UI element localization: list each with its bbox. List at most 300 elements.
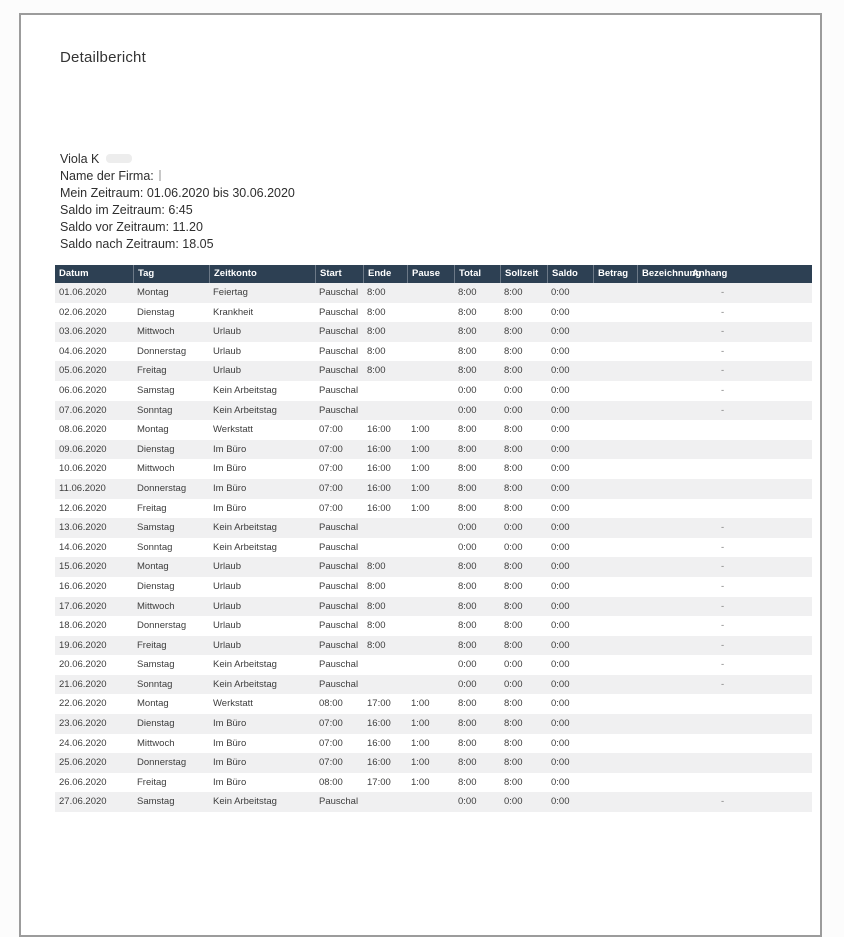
cell-total: 8:00 <box>458 306 477 318</box>
cell-zeitkonto: Im Büro <box>213 502 247 514</box>
cell-sollzeit: 0:00 <box>504 541 523 553</box>
cell-tag: Samstag <box>137 522 175 534</box>
cell-start: Pauschal <box>319 659 359 671</box>
table-row <box>55 361 812 381</box>
cell-saldo: 0:00 <box>551 580 570 592</box>
cell-bezeichnung <box>637 361 699 381</box>
cell-start: Pauschal <box>319 326 359 338</box>
cell-anhang: - <box>721 620 725 632</box>
table-header-row <box>55 265 812 283</box>
cell-start: 07:00 <box>319 737 343 749</box>
cell-start: 07:00 <box>319 757 343 769</box>
cell-ende: 16:00 <box>367 718 391 730</box>
cell-ende: 16:00 <box>367 443 391 455</box>
column-header-ende: Ende <box>363 265 407 283</box>
cell-datum: 10.06.2020 <box>59 463 107 475</box>
cell-sollzeit: 0:00 <box>504 796 523 808</box>
cell-anhang: - <box>721 639 725 651</box>
cell-datum: 18.06.2020 <box>59 620 107 632</box>
cell-pause <box>407 283 454 303</box>
cell-saldo: 0:00 <box>551 463 570 475</box>
cell-ende: 16:00 <box>367 424 391 436</box>
column-header-saldo: Saldo <box>547 265 593 283</box>
cell-sollzeit: 8:00 <box>504 757 523 769</box>
cell-tag: Montag <box>137 698 169 710</box>
cell-sollzeit: 8:00 <box>504 287 523 298</box>
cell-saldo: 0:00 <box>551 659 570 671</box>
table-row <box>55 538 812 558</box>
table-row <box>55 636 812 656</box>
cell-betrag <box>593 459 637 479</box>
cell-zeitkonto: Im Büro <box>213 737 247 749</box>
table-row <box>55 381 812 401</box>
cell-zeitkonto: Urlaub <box>213 326 241 338</box>
report-info-block <box>60 151 295 253</box>
cell-tag: Donnerstag <box>137 620 187 632</box>
cell-bezeichnung <box>637 714 699 734</box>
table-row <box>55 655 812 675</box>
cell-betrag <box>593 440 637 460</box>
cell-bezeichnung <box>637 459 699 479</box>
cell-total: 8:00 <box>458 443 477 455</box>
cell-sollzeit: 8:00 <box>504 502 523 514</box>
cell-saldo: 0:00 <box>551 698 570 710</box>
cell-bezeichnung <box>637 342 699 362</box>
cell-bezeichnung <box>637 773 699 793</box>
cell-start: Pauschal <box>319 404 359 416</box>
table-row <box>55 322 812 342</box>
cell-betrag <box>593 283 637 303</box>
cell-start: Pauschal <box>319 600 359 612</box>
cell-bezeichnung <box>637 792 699 812</box>
cell-total: 8:00 <box>458 698 477 710</box>
cell-pause <box>407 401 454 421</box>
cell-zeitkonto: Kein Arbeitstag <box>213 678 277 690</box>
cell-sollzeit: 0:00 <box>504 678 523 690</box>
cell-saldo: 0:00 <box>551 522 570 534</box>
cell-anhang <box>699 479 812 499</box>
table-row <box>55 773 812 793</box>
cell-ende: 8:00 <box>367 365 386 377</box>
cell-pause <box>407 597 454 617</box>
cell-bezeichnung <box>637 381 699 401</box>
cell-zeitkonto: Im Büro <box>213 718 247 730</box>
cell-ende <box>363 381 407 401</box>
cell-sollzeit: 8:00 <box>504 306 523 318</box>
cell-datum: 11.06.2020 <box>59 482 106 494</box>
cell-betrag <box>593 616 637 636</box>
cell-total: 8:00 <box>458 620 477 632</box>
cell-zeitkonto: Im Büro <box>213 776 247 788</box>
cell-sollzeit: 8:00 <box>504 698 523 710</box>
info-balance-in-period: Saldo im Zeitraum: 6:45 <box>60 203 193 217</box>
cell-total: 0:00 <box>458 404 477 416</box>
cell-betrag <box>593 322 637 342</box>
cell-tag: Sonntag <box>137 541 173 553</box>
cell-saldo: 0:00 <box>551 600 570 612</box>
cell-zeitkonto: Krankheit <box>213 306 254 318</box>
cell-datum: 05.06.2020 <box>59 365 107 377</box>
cell-anhang: - <box>721 404 725 416</box>
column-header-start: Start <box>315 265 363 283</box>
cell-pause <box>407 616 454 636</box>
cell-anhang <box>699 714 812 734</box>
cell-sollzeit: 0:00 <box>504 384 523 396</box>
cell-pause: 1:00 <box>411 424 430 436</box>
cell-pause <box>407 538 454 558</box>
cell-saldo: 0:00 <box>551 384 570 396</box>
report-page-inner <box>21 15 820 935</box>
cell-pause <box>407 342 454 362</box>
cell-start: 08:00 <box>319 698 343 710</box>
table-row <box>55 597 812 617</box>
cell-ende <box>363 792 407 812</box>
info-person-name: Viola K <box>60 151 295 168</box>
cell-betrag <box>593 792 637 812</box>
cell-start: 07:00 <box>319 424 343 436</box>
cell-datum: 23.06.2020 <box>59 718 107 730</box>
cell-zeitkonto: Kein Arbeitstag <box>213 796 277 808</box>
cell-total: 0:00 <box>458 678 477 690</box>
cell-pause: 1:00 <box>411 443 430 455</box>
cell-tag: Mittwoch <box>137 737 175 749</box>
cell-start: Pauschal <box>319 287 359 298</box>
cell-anhang <box>699 440 812 460</box>
cell-datum: 17.06.2020 <box>59 600 107 612</box>
cell-datum: 03.06.2020 <box>59 326 107 338</box>
cell-saldo: 0:00 <box>551 287 570 298</box>
cell-datum: 19.06.2020 <box>59 639 107 651</box>
cell-tag: Dienstag <box>137 718 175 730</box>
cell-ende <box>363 518 407 538</box>
cell-zeitkonto: Im Büro <box>213 482 247 494</box>
cell-start: Pauschal <box>319 678 359 690</box>
cell-tag: Samstag <box>137 659 175 671</box>
cell-sollzeit: 8:00 <box>504 639 523 651</box>
cell-total: 0:00 <box>458 541 477 553</box>
cell-tag: Mittwoch <box>137 326 175 338</box>
cell-bezeichnung <box>637 401 699 421</box>
info-balance-after-period: Saldo nach Zeitraum: 18.05 <box>60 237 214 251</box>
cell-datum: 09.06.2020 <box>59 443 107 455</box>
cell-zeitkonto: Urlaub <box>213 580 241 592</box>
cell-start: 08:00 <box>319 776 343 788</box>
cell-ende: 17:00 <box>367 776 391 788</box>
cell-sollzeit: 8:00 <box>504 326 523 338</box>
cell-sollzeit: 8:00 <box>504 424 523 436</box>
cell-zeitkonto: Kein Arbeitstag <box>213 384 277 396</box>
cell-betrag <box>593 303 637 323</box>
table-row <box>55 714 812 734</box>
cell-total: 8:00 <box>458 561 477 573</box>
cell-betrag <box>593 342 637 362</box>
cell-total: 8:00 <box>458 502 477 514</box>
cell-anhang: - <box>721 659 725 671</box>
cell-tag: Donnerstag <box>137 757 187 769</box>
cell-start: 07:00 <box>319 463 343 475</box>
cell-tag: Montag <box>137 424 169 436</box>
cell-zeitkonto: Im Büro <box>213 757 247 769</box>
cell-start: Pauschal <box>319 639 359 651</box>
cell-ende: 8:00 <box>367 620 386 632</box>
cell-anhang: - <box>721 600 725 612</box>
cell-zeitkonto: Urlaub <box>213 639 241 651</box>
table-row <box>55 694 812 714</box>
cell-saldo: 0:00 <box>551 541 570 553</box>
cell-betrag <box>593 773 637 793</box>
cell-zeitkonto: Werkstatt <box>213 424 253 436</box>
cell-tag: Freitag <box>137 639 167 651</box>
cell-total: 8:00 <box>458 600 477 612</box>
cell-datum: 02.06.2020 <box>59 306 107 318</box>
column-header-anhang: Anhang <box>692 268 728 279</box>
cell-betrag <box>593 518 637 538</box>
table-row <box>55 616 812 636</box>
info-company-label: Name der Firma: <box>60 168 295 185</box>
cell-anhang <box>699 773 812 793</box>
cell-start: Pauschal <box>319 796 359 808</box>
cell-sollzeit: 8:00 <box>504 718 523 730</box>
cell-total: 8:00 <box>458 365 477 377</box>
cell-total: 8:00 <box>458 287 477 298</box>
cell-pause <box>407 303 454 323</box>
cell-saldo: 0:00 <box>551 443 570 455</box>
cell-total: 8:00 <box>458 776 477 788</box>
cell-betrag <box>593 538 637 558</box>
cell-anhang: - <box>721 580 725 592</box>
column-header-betrag: Betrag <box>593 265 637 283</box>
cell-total: 8:00 <box>458 482 477 494</box>
cell-pause: 1:00 <box>411 502 430 514</box>
cell-datum: 15.06.2020 <box>59 561 107 573</box>
cell-bezeichnung <box>637 538 699 558</box>
cell-tag: Donnerstag <box>137 482 187 494</box>
cell-sollzeit: 8:00 <box>504 580 523 592</box>
cell-anhang <box>699 694 812 714</box>
cell-pause: 1:00 <box>411 482 430 494</box>
time-report-table <box>55 265 812 812</box>
cell-datum: 16.06.2020 <box>59 580 107 592</box>
cell-bezeichnung <box>637 518 699 538</box>
cell-sollzeit: 0:00 <box>504 522 523 534</box>
table-row <box>55 440 812 460</box>
cell-saldo: 0:00 <box>551 306 570 318</box>
cell-anhang: - <box>721 678 725 690</box>
cell-ende: 16:00 <box>367 757 391 769</box>
table-row <box>55 675 812 695</box>
cell-anhang: - <box>721 306 725 318</box>
cell-betrag <box>593 753 637 773</box>
cell-anhang <box>699 499 812 519</box>
cell-betrag <box>593 401 637 421</box>
table-row <box>55 342 812 362</box>
cell-total: 8:00 <box>458 639 477 651</box>
cell-saldo: 0:00 <box>551 482 570 494</box>
cell-anhang <box>699 753 812 773</box>
cell-start: Pauschal <box>319 365 359 377</box>
cell-saldo: 0:00 <box>551 757 570 769</box>
cell-tag: Donnerstag <box>137 345 187 357</box>
cell-ende: 16:00 <box>367 463 391 475</box>
cell-tag: Freitag <box>137 776 167 788</box>
table-row <box>55 283 812 303</box>
table-row <box>55 401 812 421</box>
cell-datum: 27.06.2020 <box>59 796 107 808</box>
cell-saldo: 0:00 <box>551 424 570 436</box>
cell-pause: 1:00 <box>411 698 430 710</box>
cell-betrag <box>593 479 637 499</box>
cell-bezeichnung <box>637 616 699 636</box>
table-row <box>55 303 812 323</box>
table-row <box>55 459 812 479</box>
cell-bezeichnung <box>637 597 699 617</box>
cell-start: Pauschal <box>319 620 359 632</box>
cell-datum: 21.06.2020 <box>59 678 107 690</box>
column-header-datum: Datum <box>59 268 89 279</box>
cell-pause: 1:00 <box>411 757 430 769</box>
cell-zeitkonto: Kein Arbeitstag <box>213 659 277 671</box>
cell-bezeichnung <box>637 753 699 773</box>
cell-saldo: 0:00 <box>551 776 570 788</box>
cell-datum: 12.06.2020 <box>59 502 107 514</box>
cell-betrag <box>593 636 637 656</box>
cell-ende: 8:00 <box>367 600 386 612</box>
cell-datum: 25.06.2020 <box>59 757 107 769</box>
cell-zeitkonto: Feiertag <box>213 287 248 298</box>
cell-bezeichnung <box>637 655 699 675</box>
table-row <box>55 557 812 577</box>
cell-start: Pauschal <box>319 541 359 553</box>
cell-total: 8:00 <box>458 345 477 357</box>
cell-bezeichnung <box>637 479 699 499</box>
cell-saldo: 0:00 <box>551 365 570 377</box>
cell-pause <box>407 655 454 675</box>
cell-ende: 16:00 <box>367 502 391 514</box>
cell-ende <box>363 401 407 421</box>
cell-zeitkonto: Kein Arbeitstag <box>213 404 277 416</box>
cell-total: 0:00 <box>458 659 477 671</box>
cell-total: 0:00 <box>458 796 477 808</box>
table-row <box>55 734 812 754</box>
cell-ende: 8:00 <box>367 326 386 338</box>
cell-pause <box>407 518 454 538</box>
cell-start: 07:00 <box>319 502 343 514</box>
cell-bezeichnung <box>637 734 699 754</box>
cell-ende: 8:00 <box>367 639 386 651</box>
cell-anhang <box>699 734 812 754</box>
cell-anhang <box>699 420 812 440</box>
cell-saldo: 0:00 <box>551 796 570 808</box>
cell-total: 8:00 <box>458 326 477 338</box>
cell-bezeichnung <box>637 557 699 577</box>
cell-pause: 1:00 <box>411 718 430 730</box>
cell-ende: 8:00 <box>367 345 386 357</box>
cell-saldo: 0:00 <box>551 620 570 632</box>
table-row <box>55 753 812 773</box>
cell-anhang: - <box>721 345 725 357</box>
info-balance-before-period: Saldo vor Zeitraum: 11.20 <box>60 220 203 234</box>
cell-bezeichnung <box>637 499 699 519</box>
cell-total: 8:00 <box>458 463 477 475</box>
cell-tag: Montag <box>137 561 169 573</box>
table-row <box>55 518 812 538</box>
cell-pause <box>407 636 454 656</box>
cell-datum: 07.06.2020 <box>59 404 107 416</box>
cell-datum: 22.06.2020 <box>59 698 107 710</box>
cell-pause: 1:00 <box>411 776 430 788</box>
cell-zeitkonto: Werkstatt <box>213 698 253 710</box>
cell-ende: 8:00 <box>367 306 386 318</box>
cell-datum: 20.06.2020 <box>59 659 107 671</box>
cell-tag: Mittwoch <box>137 463 175 475</box>
cell-sollzeit: 8:00 <box>504 365 523 377</box>
cell-ende <box>363 538 407 558</box>
cell-betrag <box>593 557 637 577</box>
cell-datum: 13.06.2020 <box>59 522 107 534</box>
cell-pause <box>407 381 454 401</box>
cell-zeitkonto: Urlaub <box>213 561 241 573</box>
cell-pause <box>407 792 454 812</box>
cell-start: Pauschal <box>319 580 359 592</box>
cell-start: Pauschal <box>319 306 359 318</box>
cell-sollzeit: 0:00 <box>504 659 523 671</box>
cell-datum: 14.06.2020 <box>59 541 107 553</box>
cell-start: Pauschal <box>319 561 359 573</box>
table-row <box>55 577 812 597</box>
cell-anhang: - <box>721 796 725 808</box>
cell-betrag <box>593 420 637 440</box>
cell-betrag <box>593 381 637 401</box>
cell-tag: Montag <box>137 287 169 298</box>
column-header-sollzeit: Sollzeit <box>500 265 547 283</box>
cell-ende: 16:00 <box>367 482 391 494</box>
cell-sollzeit: 8:00 <box>504 443 523 455</box>
cell-ende <box>363 675 407 695</box>
cell-start: 07:00 <box>319 482 343 494</box>
cell-total: 8:00 <box>458 424 477 436</box>
cell-start: 07:00 <box>319 443 343 455</box>
cell-sollzeit: 8:00 <box>504 345 523 357</box>
cell-pause: 1:00 <box>411 737 430 749</box>
cell-anhang: - <box>721 522 725 534</box>
cell-anhang: - <box>721 326 725 338</box>
cell-betrag <box>593 714 637 734</box>
cell-bezeichnung <box>637 577 699 597</box>
cell-pause <box>407 557 454 577</box>
cell-saldo: 0:00 <box>551 404 570 416</box>
cell-sollzeit: 8:00 <box>504 482 523 494</box>
cell-anhang: - <box>721 541 725 553</box>
cell-betrag <box>593 675 637 695</box>
cell-ende: 8:00 <box>367 561 386 573</box>
cell-zeitkonto: Urlaub <box>213 365 241 377</box>
cell-ende: 16:00 <box>367 737 391 749</box>
cell-tag: Samstag <box>137 384 175 396</box>
cell-anhang: - <box>721 384 725 396</box>
cell-start: Pauschal <box>319 522 359 534</box>
table-row <box>55 792 812 812</box>
cell-pause: 1:00 <box>411 463 430 475</box>
cell-betrag <box>593 499 637 519</box>
cell-zeitkonto: Urlaub <box>213 600 241 612</box>
cell-ende: 8:00 <box>367 580 386 592</box>
cell-tag: Freitag <box>137 502 167 514</box>
cell-sollzeit: 0:00 <box>504 404 523 416</box>
cell-tag: Freitag <box>137 365 167 377</box>
cell-zeitkonto: Urlaub <box>213 620 241 632</box>
column-header-bezeichnung: Bezeichnung <box>637 265 699 283</box>
cell-betrag <box>593 577 637 597</box>
